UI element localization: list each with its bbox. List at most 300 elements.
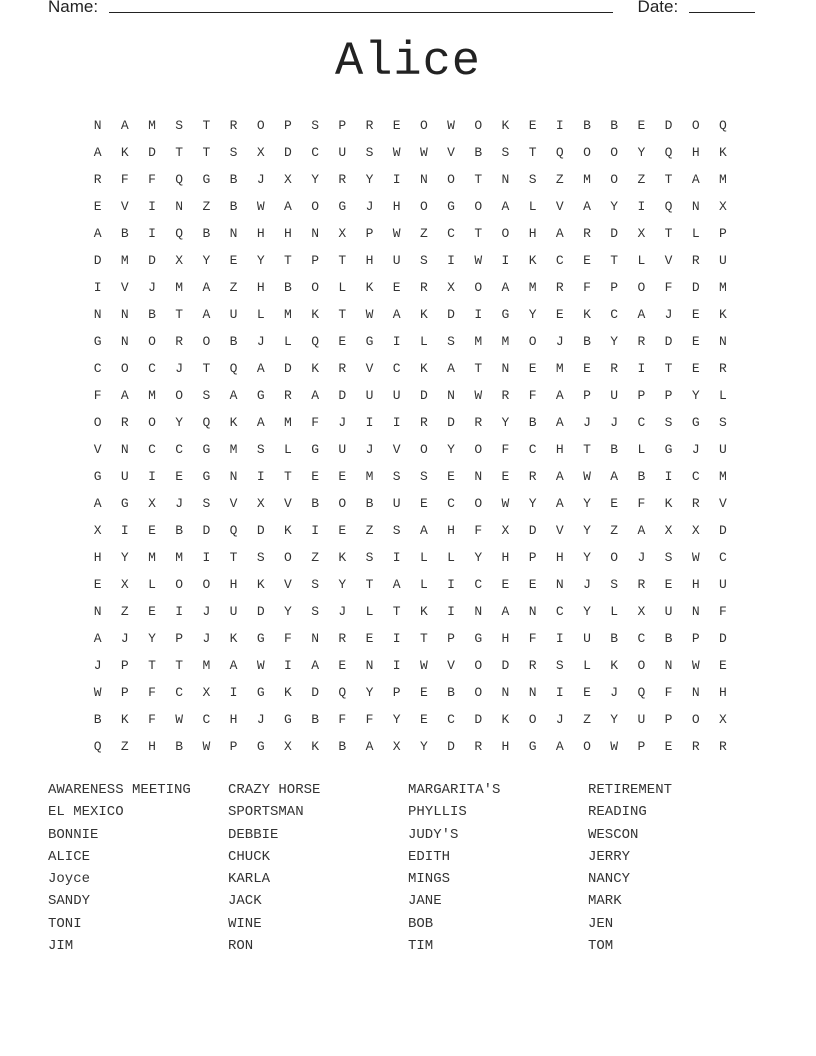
grid-letter: R — [419, 415, 428, 430]
grid-letter: L — [338, 280, 347, 295]
grid-letter: X — [175, 253, 184, 268]
grid-letter: G — [501, 307, 510, 322]
grid-letter: M — [229, 442, 238, 457]
grid-letter: A — [392, 577, 401, 592]
grid-letter: D — [664, 334, 673, 349]
grid-letter: R — [691, 496, 700, 511]
grid-letter: E — [338, 334, 347, 349]
grid-letter: E — [419, 712, 428, 727]
grid-letter: E — [583, 253, 591, 268]
grid-letter: U — [392, 496, 401, 511]
grid-letter: A — [256, 361, 265, 376]
grid-letter: H — [501, 550, 510, 565]
grid-letter: V — [555, 199, 564, 214]
grid-letter: N — [120, 442, 129, 457]
word-list-item: MARGARITA'S — [408, 782, 501, 798]
grid-letter: U — [392, 388, 401, 403]
grid-letter: N — [175, 199, 184, 214]
grid-letter: X — [637, 604, 646, 619]
grid-letter: Z — [419, 226, 428, 241]
grid-letter: Y — [528, 307, 537, 322]
grid-letter: G — [93, 334, 102, 349]
grid-letter: S — [719, 415, 727, 430]
grid-letter: L — [610, 604, 619, 619]
grid-letter: S — [365, 550, 374, 565]
grid-letter: P — [120, 658, 129, 673]
grid-letter: R — [365, 118, 374, 133]
grid-letter: T — [419, 631, 428, 646]
grid-letter: T — [175, 145, 184, 160]
grid-letter: Q — [93, 739, 102, 754]
grid-letter: O — [148, 334, 156, 349]
grid-letter: I — [447, 604, 455, 619]
grid-letter: P — [719, 226, 727, 241]
grid-row — [84, 438, 744, 465]
grid-letter: E — [338, 469, 347, 484]
grid-letter: D — [447, 415, 455, 430]
grid-letter: W — [256, 658, 265, 673]
word-list-item: WINE — [228, 915, 262, 932]
grid-letter: P — [664, 388, 673, 403]
grid-letter: A — [392, 307, 401, 322]
grid-letter: Q — [664, 145, 673, 160]
grid-letter: C — [555, 604, 564, 619]
grid-letter: A — [555, 415, 564, 430]
word-list-item: JACK — [228, 893, 262, 910]
grid-letter: R — [338, 361, 347, 376]
grid-row — [84, 276, 744, 303]
grid-letter: L — [419, 334, 428, 349]
grid-letter: T — [284, 469, 292, 484]
grid-letter: H — [148, 739, 156, 754]
grid-letter: O — [528, 334, 537, 349]
grid-letter: Z — [583, 712, 591, 727]
word-list-item: SPORTSMAN — [228, 804, 304, 821]
grid-letter: A — [501, 604, 510, 619]
grid-letter: D — [447, 307, 455, 322]
grid-letter: N — [447, 388, 455, 403]
grid-letter: H — [93, 550, 102, 565]
grid-letter: K — [311, 307, 319, 322]
grid-letter: X — [664, 523, 673, 538]
grid-letter: E — [365, 631, 374, 646]
grid-letter: H — [528, 226, 537, 241]
header — [48, 0, 748, 21]
grid-letter: O — [474, 685, 483, 700]
grid-letter: A — [229, 658, 238, 673]
grid-letter: W — [474, 388, 483, 403]
grid-letter: G — [120, 496, 129, 511]
grid-letter: S — [610, 577, 619, 592]
grid-row — [84, 573, 744, 600]
grid-row — [84, 303, 744, 330]
grid-letter: U — [229, 307, 238, 322]
grid-letter: X — [256, 145, 265, 160]
grid-letter: J — [664, 307, 673, 322]
grid-letter: H — [229, 712, 238, 727]
grid-letter: J — [583, 415, 591, 430]
grid-letter: G — [338, 199, 347, 214]
grid-row — [84, 465, 744, 492]
grid-letter: O — [610, 172, 619, 187]
grid-letter: R — [610, 361, 619, 376]
grid-letter: S — [365, 145, 374, 160]
grid-letter: O — [474, 118, 483, 133]
grid-letter: D — [719, 631, 727, 646]
grid-letter: N — [93, 118, 102, 133]
grid-letter: J — [365, 199, 374, 214]
grid-letter: Y — [583, 523, 591, 538]
grid-letter: C — [555, 253, 564, 268]
grid-letter: N — [528, 604, 537, 619]
grid-letter: M — [719, 280, 727, 295]
grid-letter: D — [256, 523, 265, 538]
grid-letter: Y — [610, 334, 619, 349]
grid-letter: J — [175, 496, 184, 511]
grid-letter: M — [148, 388, 156, 403]
word-list-item: READING — [588, 804, 647, 821]
grid-letter: O — [419, 118, 428, 133]
grid-letter: A — [93, 496, 102, 511]
grid-letter: Y — [202, 253, 211, 268]
grid-letter: V — [120, 199, 129, 214]
grid-letter: I — [284, 658, 292, 673]
grid-letter: Z — [202, 199, 211, 214]
grid-letter: H — [691, 145, 700, 160]
grid-letter: M — [148, 550, 156, 565]
grid-letter: F — [93, 388, 102, 403]
grid-letter: G — [311, 442, 319, 457]
grid-letter: Y — [583, 550, 591, 565]
grid-letter: C — [637, 415, 646, 430]
word-list-item: RON — [228, 938, 254, 955]
grid-letter: M — [120, 253, 129, 268]
grid-letter: E — [528, 577, 537, 592]
grid-letter: X — [501, 523, 510, 538]
grid-letter: Y — [311, 172, 319, 187]
grid-letter: R — [120, 415, 129, 430]
grid-letter: A — [229, 388, 238, 403]
grid-letter: X — [719, 712, 727, 727]
grid-letter: B — [447, 685, 455, 700]
grid-letter: E — [528, 118, 537, 133]
grid-row — [84, 708, 744, 735]
grid-letter: U — [719, 253, 727, 268]
grid-letter: F — [474, 523, 483, 538]
grid-letter: C — [447, 712, 455, 727]
grid-letter: O — [610, 550, 619, 565]
grid-letter: M — [719, 469, 727, 484]
grid-letter: C — [719, 550, 727, 565]
grid-letter: R — [284, 388, 292, 403]
grid-letter: D — [256, 604, 265, 619]
word-list-item: JUDY'S — [408, 826, 459, 843]
word-list-item: JEN — [588, 915, 614, 932]
grid-letter: W — [202, 739, 211, 754]
grid-letter: U — [365, 388, 374, 403]
grid-letter: B — [365, 496, 374, 511]
grid-letter: Q — [311, 334, 319, 349]
word-list-item: KARLA — [228, 871, 271, 888]
grid-letter: E — [691, 361, 700, 376]
grid-letter: D — [148, 145, 156, 160]
grid-letter: M — [148, 118, 156, 133]
grid-letter: S — [202, 496, 211, 511]
grid-letter: H — [719, 685, 727, 700]
grid-letter: W — [610, 739, 619, 754]
grid-letter: N — [474, 604, 483, 619]
grid-letter: Y — [338, 577, 347, 592]
grid-letter: R — [338, 172, 347, 187]
grid-letter: I — [392, 631, 401, 646]
grid-letter: P — [338, 118, 347, 133]
grid-letter: O — [419, 199, 428, 214]
grid-letter: Y — [637, 145, 646, 160]
grid-letter: F — [637, 496, 646, 511]
grid-letter: B — [610, 118, 619, 133]
grid-letter: X — [148, 496, 156, 511]
grid-letter: E — [175, 469, 184, 484]
grid-letter: H — [501, 739, 510, 754]
grid-letter: S — [447, 334, 455, 349]
grid-letter: Y — [610, 712, 619, 727]
grid-letter: G — [256, 388, 265, 403]
word-list-item: RETIREMENT — [588, 782, 673, 798]
grid-letter: E — [419, 496, 428, 511]
grid-letter: S — [311, 577, 319, 592]
grid-letter: I — [311, 523, 319, 538]
grid-letter: O — [474, 658, 483, 673]
grid-letter: O — [175, 577, 184, 592]
grid-letter: E — [691, 334, 700, 349]
word-list-item: EDITH — [408, 848, 451, 865]
grid-letter: A — [202, 280, 211, 295]
word-list-item: MARK — [588, 893, 622, 910]
grid-letter: R — [583, 226, 591, 241]
grid-letter: V — [392, 442, 401, 457]
grid-letter: A — [93, 631, 102, 646]
grid-letter: Q — [202, 415, 211, 430]
grid-letter: M — [528, 280, 537, 295]
grid-letter: U — [338, 145, 347, 160]
grid-letter: T — [229, 550, 238, 565]
word-list-item: TONI — [48, 915, 82, 932]
word-list — [48, 780, 768, 958]
grid-letter: V — [555, 523, 564, 538]
grid-letter: N — [528, 685, 537, 700]
grid-letter: F — [365, 712, 374, 727]
word-list-item: TIM — [408, 938, 434, 955]
grid-letter: X — [338, 226, 347, 241]
grid-letter: O — [284, 550, 292, 565]
grid-letter: O — [175, 388, 184, 403]
grid-letter: N — [691, 685, 700, 700]
grid-row — [84, 492, 744, 519]
word-list-item: BONNIE — [48, 826, 99, 843]
grid-letter: Z — [610, 523, 619, 538]
grid-letter: X — [256, 496, 265, 511]
name-field[interactable] — [109, 0, 613, 13]
grid-letter: K — [583, 307, 591, 322]
grid-letter: Y — [447, 442, 455, 457]
grid-letter: G — [202, 469, 211, 484]
grid-letter: S — [311, 118, 319, 133]
grid-letter: O — [691, 712, 700, 727]
grid-letter: R — [501, 388, 510, 403]
grid-letter: T — [338, 253, 347, 268]
grid-letter: G — [256, 739, 265, 754]
grid-letter: K — [229, 631, 238, 646]
grid-letter: O — [610, 145, 619, 160]
grid-letter: Y — [610, 199, 619, 214]
grid-letter: T — [583, 442, 591, 457]
grid-letter: O — [419, 442, 428, 457]
grid-row — [84, 546, 744, 573]
grid-letter: M — [365, 469, 374, 484]
grid-letter: D — [284, 145, 292, 160]
grid-letter: C — [148, 442, 156, 457]
grid-letter: T — [175, 307, 184, 322]
grid-letter: G — [93, 469, 102, 484]
grid-letter: I — [555, 631, 564, 646]
grid-letter: Y — [583, 604, 591, 619]
grid-letter: E — [501, 469, 510, 484]
grid-letter: P — [284, 118, 292, 133]
grid-letter: A — [311, 658, 319, 673]
grid-letter: E — [392, 118, 401, 133]
grid-letter: J — [256, 334, 265, 349]
grid-letter: Q — [175, 172, 184, 187]
grid-letter: K — [419, 604, 428, 619]
grid-letter: F — [120, 172, 129, 187]
grid-letter: Z — [120, 604, 129, 619]
grid-letter: P — [447, 631, 455, 646]
grid-letter: C — [175, 685, 184, 700]
grid-letter: D — [528, 523, 537, 538]
word-list-item: JERRY — [588, 848, 631, 865]
grid-letter: K — [120, 145, 129, 160]
word-list-item: DEBBIE — [228, 826, 279, 843]
grid-letter: E — [664, 577, 673, 592]
grid-letter: I — [664, 469, 673, 484]
grid-letter: Y — [175, 415, 184, 430]
grid-letter: L — [148, 577, 156, 592]
grid-letter: W — [256, 199, 265, 214]
grid-letter: P — [664, 712, 673, 727]
grid-letter: Q — [555, 145, 564, 160]
grid-letter: O — [528, 712, 537, 727]
grid-letter: R — [528, 469, 537, 484]
grid-letter: U — [610, 388, 619, 403]
grid-letter: A — [419, 523, 428, 538]
grid-letter: B — [311, 712, 319, 727]
grid-letter: Y — [365, 685, 374, 700]
grid-letter: I — [148, 226, 156, 241]
grid-letter: B — [229, 334, 238, 349]
grid-letter: W — [392, 145, 401, 160]
grid-letter: M — [583, 172, 591, 187]
grid-row — [84, 168, 744, 195]
letter-grid — [84, 114, 744, 762]
grid-letter: P — [392, 685, 401, 700]
grid-letter: S — [419, 469, 428, 484]
grid-letter: A — [555, 469, 564, 484]
grid-letter: F — [148, 685, 156, 700]
grid-letter: C — [610, 307, 619, 322]
grid-letter: A — [555, 739, 564, 754]
grid-letter: K — [419, 307, 428, 322]
grid-letter: K — [229, 415, 238, 430]
grid-letter: S — [256, 442, 265, 457]
grid-letter: C — [311, 145, 319, 160]
grid-letter: B — [284, 280, 292, 295]
date-field[interactable] — [689, 0, 755, 13]
grid-letter: A — [284, 199, 292, 214]
grid-letter: E — [338, 658, 347, 673]
grid-letter: Q — [664, 199, 673, 214]
grid-letter: C — [691, 469, 700, 484]
grid-letter: E — [637, 118, 646, 133]
date-label: Date: — [637, 0, 679, 16]
grid-letter: D — [719, 523, 727, 538]
grid-letter: E — [148, 523, 156, 538]
grid-letter: S — [256, 550, 265, 565]
grid-letter: M — [284, 415, 292, 430]
word-list-item: JIM — [48, 938, 74, 955]
grid-letter: L — [637, 253, 646, 268]
grid-letter: N — [120, 334, 129, 349]
grid-letter: H — [691, 577, 700, 592]
grid-letter: G — [474, 631, 483, 646]
grid-letter: O — [691, 118, 700, 133]
grid-letter: E — [392, 280, 401, 295]
grid-letter: W — [365, 307, 374, 322]
grid-letter: I — [202, 550, 211, 565]
page-title: Alice — [334, 36, 482, 89]
grid-letter: N — [691, 604, 700, 619]
grid-letter: E — [338, 523, 347, 538]
grid-letter: I — [365, 415, 374, 430]
grid-letter: T — [202, 361, 211, 376]
grid-row — [84, 330, 744, 357]
grid-letter: A — [583, 199, 591, 214]
grid-letter: J — [338, 604, 347, 619]
grid-letter: F — [338, 712, 347, 727]
grid-letter: R — [175, 334, 184, 349]
grid-letter: R — [229, 118, 238, 133]
grid-letter: N — [691, 199, 700, 214]
grid-letter: E — [610, 496, 619, 511]
grid-letter: U — [392, 253, 401, 268]
grid-letter: Q — [637, 685, 646, 700]
grid-letter: O — [338, 496, 347, 511]
grid-letter: V — [229, 496, 238, 511]
grid-letter: Y — [392, 712, 401, 727]
grid-letter: M — [175, 550, 184, 565]
grid-letter: A — [93, 226, 102, 241]
grid-letter: L — [284, 442, 292, 457]
grid-letter: E — [555, 307, 564, 322]
grid-letter: K — [256, 577, 265, 592]
grid-row — [84, 195, 744, 222]
grid-letter: N — [365, 658, 374, 673]
grid-letter: J — [120, 631, 129, 646]
grid-letter: I — [148, 469, 156, 484]
grid-letter: B — [93, 712, 102, 727]
grid-letter: G — [528, 739, 537, 754]
grid-letter: O — [447, 172, 455, 187]
grid-letter: R — [637, 334, 646, 349]
